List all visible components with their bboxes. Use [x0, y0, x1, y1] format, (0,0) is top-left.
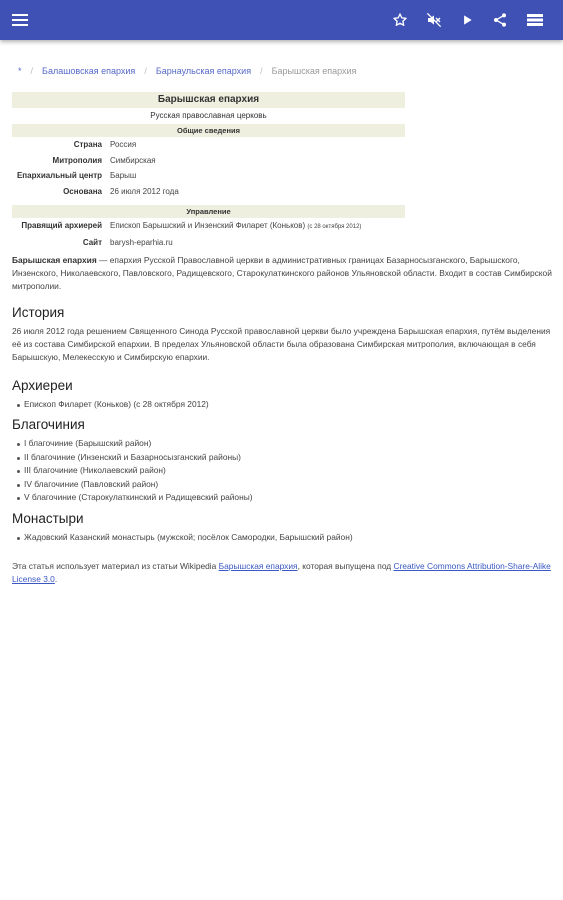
list-item: Епископ Филарет (Коньков) (с 28 октября 2012)	[24, 398, 552, 412]
monasteries-heading: Монастыри	[12, 510, 84, 526]
breadcrumb-separator: /	[30, 65, 34, 76]
list-item: III благочиние (Николаевский район)	[24, 464, 552, 478]
infobox-value: Россия	[110, 140, 137, 149]
bishops-heading: Архиереи	[12, 377, 73, 393]
breadcrumb	[12, 62, 552, 80]
deaneries-list	[12, 437, 552, 505]
bishop-date: (с 28 октября 2012)	[307, 224, 362, 230]
infobox-label: Правящий архиерей	[21, 221, 102, 230]
infobox-subtitle: Русская православная церковь	[150, 111, 267, 120]
infobox-value: 26 июля 2012 года	[110, 186, 179, 196]
menu-icon[interactable]	[10, 10, 30, 30]
history-text: 26 июля 2012 года решением Священного Синода Русской православной церкви было учреждена Барышская епархия, путём выделения её из состава Симбирской епархии. В пределах Ульяновской области была образована Симбирская митрополия, включающая в себя Барышскую, Мелекесскую и Симбирскую епархии.	[12, 325, 551, 362]
list-item: V благочиние (Старокулаткинский и Радищевский районы)	[24, 491, 552, 505]
view-list-icon[interactable]	[525, 10, 545, 30]
lead-term: Барышская епархия	[12, 254, 97, 265]
infobox-section-management: Управление	[12, 205, 405, 218]
app-bar	[0, 0, 563, 40]
lead-paragraph	[12, 254, 552, 293]
wikipedia-article-link[interactable]: Барышская епархия	[218, 561, 298, 571]
infobox-label: Основана	[63, 186, 102, 196]
breadcrumb-home[interactable]: *	[18, 65, 22, 76]
breadcrumb-separator: /	[144, 65, 147, 76]
volume-off-icon[interactable]	[424, 10, 444, 30]
infobox-section-general: Общие сведения	[12, 124, 405, 137]
infobox-value: Барыш	[110, 171, 137, 180]
deaneries-heading: Благочиния	[12, 417, 85, 432]
infobox-label: Страна	[73, 140, 102, 149]
list-item: I благочиние (Барышский район)	[24, 437, 552, 451]
play-icon[interactable]	[457, 10, 477, 30]
lead-text: — епархия Русской Православной церкви в административных границах Базарносызганского, Барышского, Инзенского, Николаевского, Павловского, Радищевского, Старокулаткинского районов Ульяновской области. Входит в состав Симбирской митрополии.	[12, 254, 552, 291]
infobox-value	[108, 218, 405, 235]
bishops-list	[12, 398, 552, 412]
infobox	[12, 92, 405, 251]
breadcrumb-current: Барышская епархия	[271, 65, 357, 76]
history-heading: История	[12, 304, 65, 320]
list-item: II благочиние (Инзенский и Базарносызганский районы)	[24, 451, 552, 465]
article	[12, 62, 552, 586]
list-item: IV благочиние (Павловский район)	[24, 478, 552, 492]
license-text: Эта статья использует материал из статьи Wikipedia	[12, 561, 219, 571]
infobox-label: Епархиальный центр	[16, 171, 102, 180]
infobox-title: Барышская епархия	[12, 92, 405, 108]
infobox-site-link[interactable]: barysh-eparhia.ru	[110, 238, 173, 247]
license-notice	[12, 560, 552, 586]
license-link[interactable]: Creative Commons Attribution-Share-Alike License 3.0	[12, 561, 551, 584]
infobox-value: Симбирская	[110, 155, 156, 165]
breadcrumb-item-barnaul[interactable]: Барнаульская епархия	[155, 65, 252, 76]
bishop-name: Епископ Барышский и Инзенский Филарет (Коньков)	[110, 221, 306, 230]
infobox-label: Сайт	[82, 238, 102, 247]
share-icon[interactable]	[490, 10, 510, 30]
star-icon[interactable]	[390, 10, 410, 30]
breadcrumb-item-balashov[interactable]: Балашовская епархия	[42, 65, 136, 76]
list-item: Жадовский Казанский монастырь (мужской; посёлок Самородки, Барышский район)	[24, 531, 552, 545]
infobox-label: Митрополия	[52, 155, 102, 165]
monasteries-list	[12, 531, 552, 545]
breadcrumb-separator: /	[260, 65, 263, 76]
license-text: .	[54, 574, 58, 584]
license-text: , которая выпущена под	[297, 561, 394, 571]
